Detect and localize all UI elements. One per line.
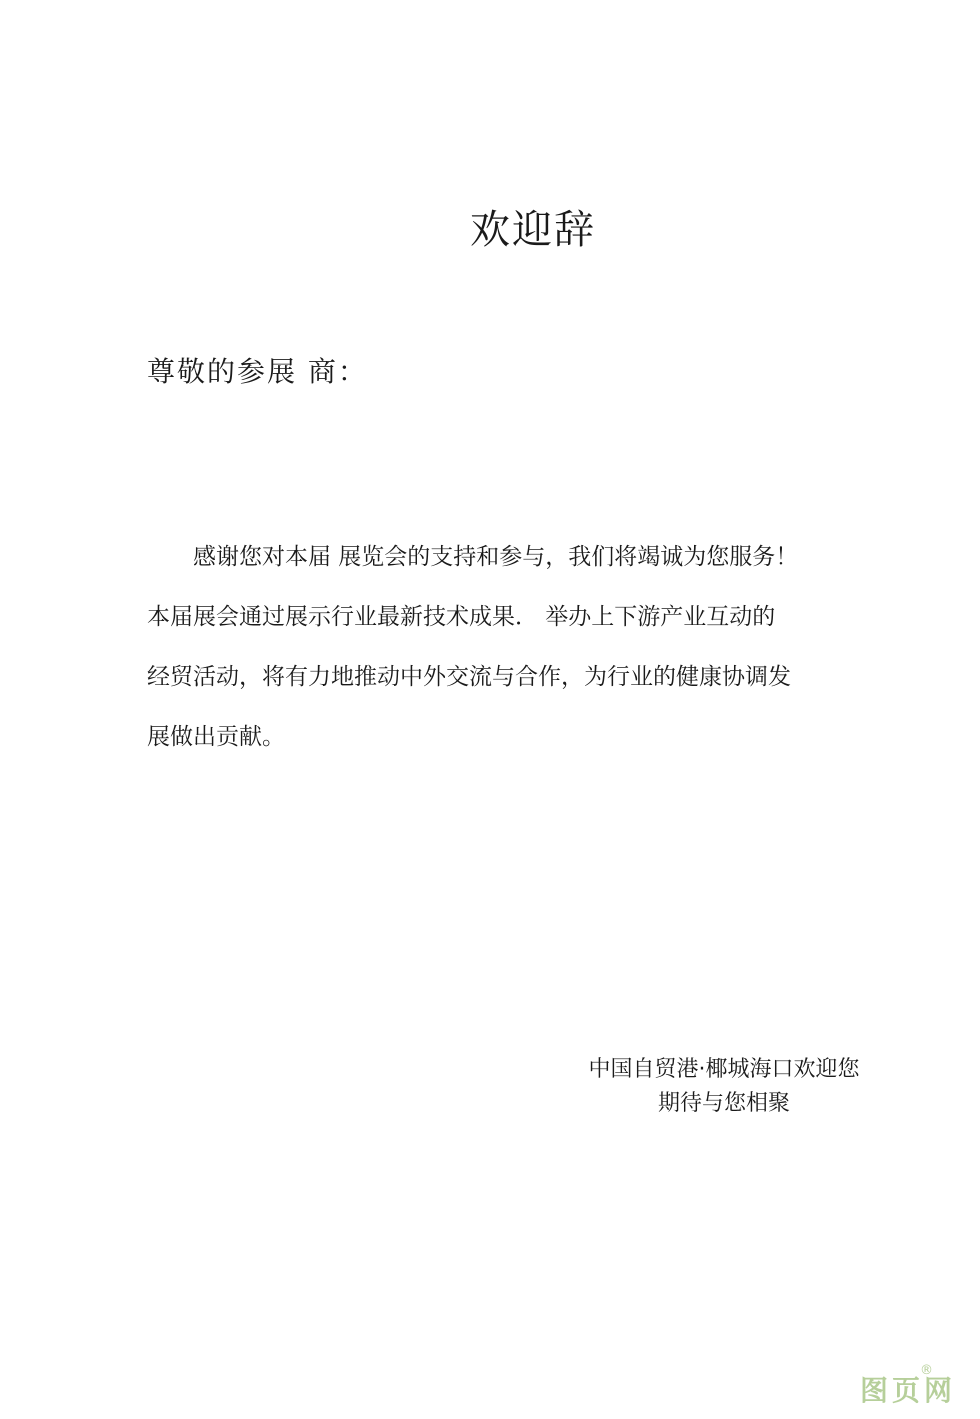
closing-block (548, 1053, 900, 1121)
registered-mark-icon: ® (920, 1363, 933, 1378)
body-line: 展做出贡献。 (147, 724, 285, 750)
body-line: 经贸活动，将有力地推动中外交流与合作，为行业的健康协调发 (147, 664, 791, 690)
watermark-logo (860, 1363, 960, 1409)
body-paragraph (147, 527, 887, 767)
closing-line: 期待与您相聚 (657, 1091, 790, 1116)
document-title: 欢迎辞 (470, 207, 596, 253)
salutation: 尊敬的参展 商： (147, 355, 368, 388)
watermark-text: 图页网 (860, 1374, 957, 1407)
body-line: 感谢您对本届 展览会的支持和参与，我们将竭诚为您服务！ (193, 544, 799, 570)
closing-line: 中国自贸港·椰城海口欢迎您 (588, 1057, 860, 1082)
body-line: 本届展会通过展示行业最新技术成果． 举办上下游产业互动的 (147, 604, 776, 630)
